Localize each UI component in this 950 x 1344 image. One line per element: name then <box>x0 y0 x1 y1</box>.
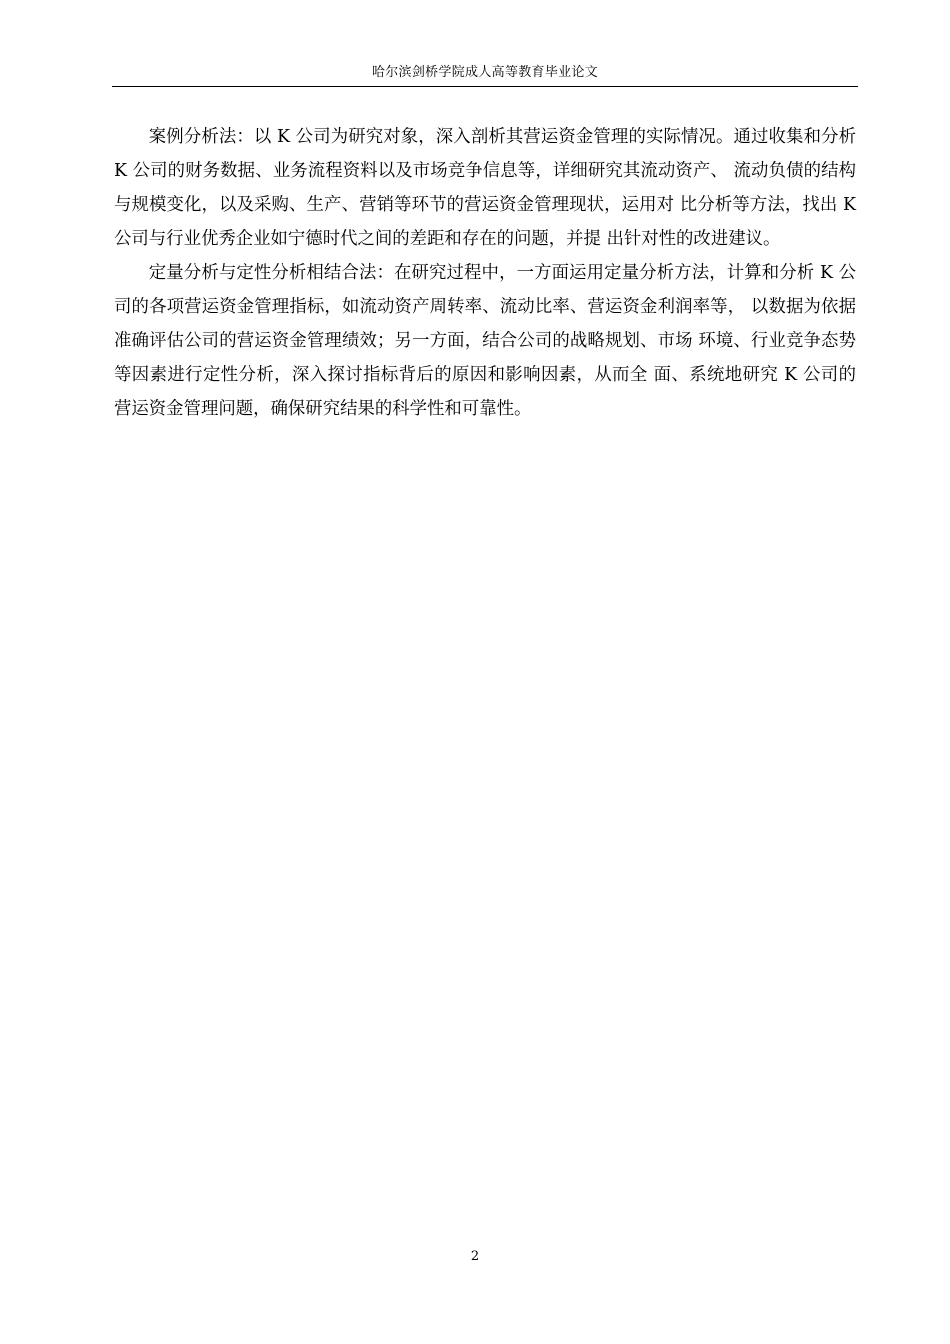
header-divider <box>112 86 858 87</box>
running-header: 哈尔滨剑桥学院成人高等教育毕业论文 <box>371 65 599 80</box>
paragraph-case-analysis: 案例分析法：以 K 公司为研究对象，深入剖析其营运资金管理的实际情况。通过收集和分析 K 公司的财务数据、业务流程资料以及市场竞争信息等，详细研究其流动资产、 流动负债的结构与规模变化，以及采购、生产、营销等环节的营运资金管理现状，运用对 比分析等方法，找出 K 公司与行业优秀企业如宁德时代之间的差距和存在的问题，并提 出针对性的改进建议。 <box>114 127 856 249</box>
body-text <box>114 120 856 426</box>
page-number: 2 <box>470 1249 480 1264</box>
paragraph-quantitative-qualitative: 定量分析与定性分析相结合法：在研究过程中，一方面运用定量分析方法，计算和分析 K 公司的各项营运资金管理指标，如流动资产周转率、流动比率、营运资金利润率等， 以数据为依据准确评估公司的营运资金管理绩效；另一方面，结合公司的战略规划、市场 环境、行业竞争态势等因素进行定性分析，深入探讨指标背后的原因和影响因素，从而全 面、系统地研究 K 公司的营运资金管理问题，确保研究结果的科学性和可靠性。 <box>114 263 856 419</box>
